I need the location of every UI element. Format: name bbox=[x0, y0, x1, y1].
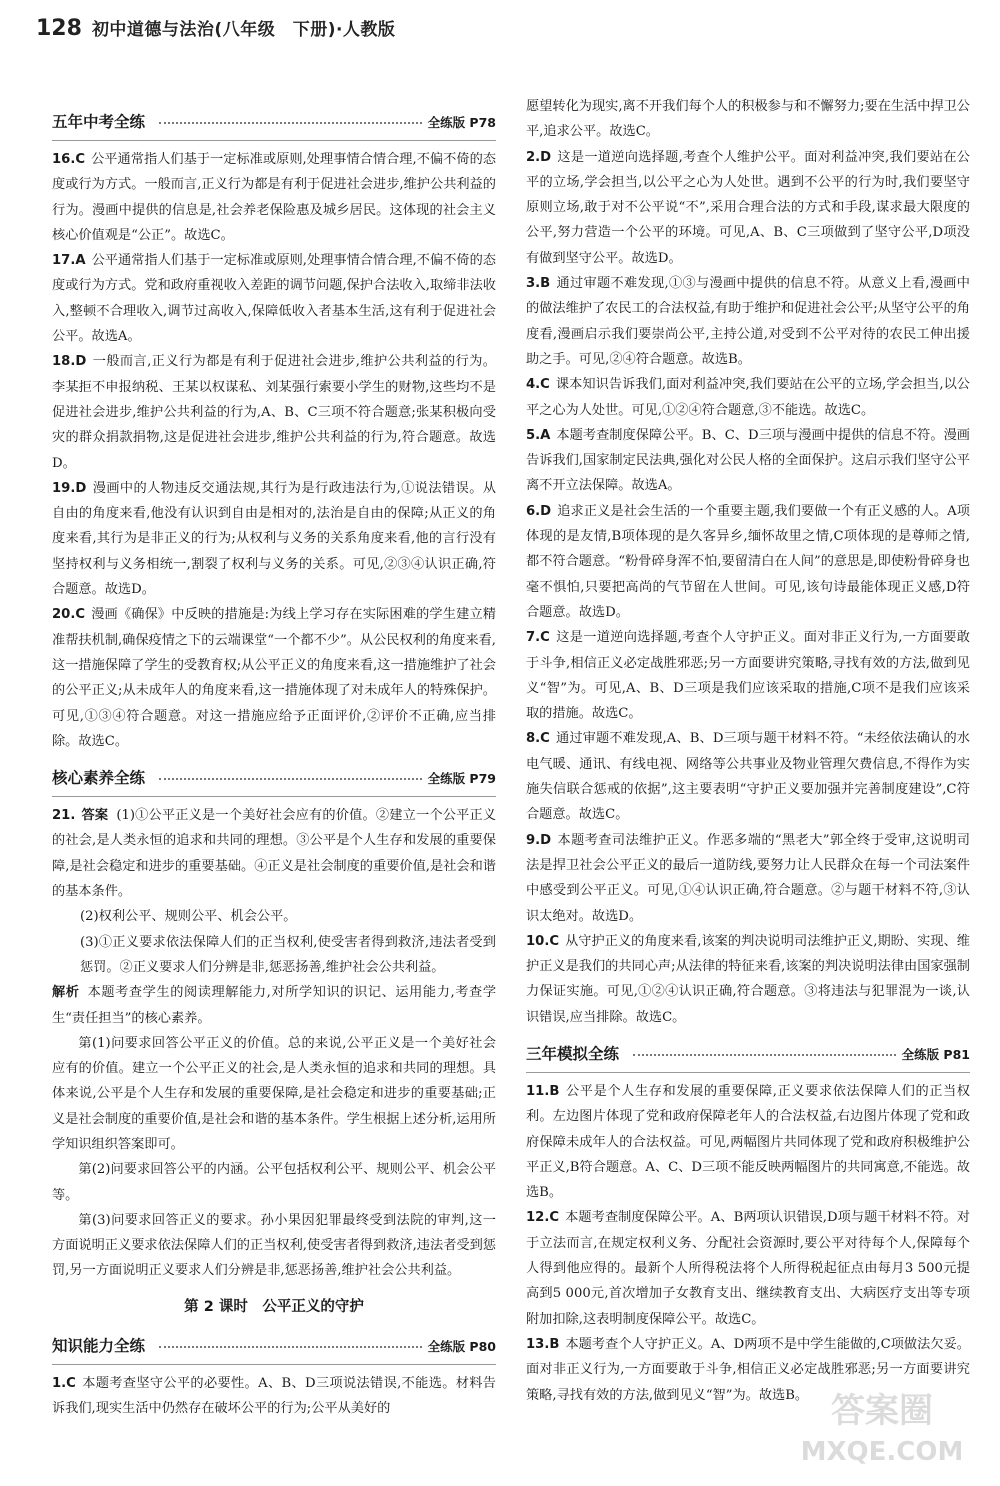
section-ref: 全练版 P80 bbox=[427, 1339, 496, 1355]
answer-item: 19.D 漫画中的人物违反交通法规,其行为是行政违法行为,①说法错误。从自由的角度来看,他没有认识到自由是相对的,法治是自由的保障;从正义的角度来看,其行为是非正义的行为;从权利与义务的关系角度来看,他的言行没有坚持权利与义务相统一,割裂了权利与义务的关系。可见,②③④认识正确,符合题意。故选D。 bbox=[52, 480, 496, 598]
book-title: 初中道德与法治(八年级 下册)·人教版 bbox=[91, 20, 396, 40]
answer-item: 6.D 追求正义是社会生活的一个重要主题,我们要做一个有正义感的人。A项体现的是友情,B项体现的是久客异乡,缅怀故里之情,C项体现的是尊师之情,都不符合题意。“粉骨碎身浑不怕,要留清白在人间”的意思是,即使粉骨碎身也毫不惧怕,只要把高尚的气节留在人世间。可见,该句诗最能体现正义感,D符合题意。故选D。 bbox=[526, 503, 970, 620]
section-ref: 全练版 P79 bbox=[427, 771, 496, 787]
section-header-zhishi bbox=[52, 1330, 496, 1365]
answer-item: 8.C 通过审题不难发现,A、B、D三项与题干材料不符。“未经依法确认的水电气暖、通讯、有线电视、网络等公共事业及物业管理欠费信息,不得作为实施失信联合惩戒的依据”,这主要表明“守护正义要加强并完善制度建设”,C符合题意。故选C。 bbox=[526, 731, 970, 823]
answer-item: 10.C 从守护正义的角度来看,该案的判决说明司法维护正义,期盼、实现、维护正义是我们的共同心声;从法律的特征来看,该案的判决说明法律由国家强制力保证实施。可见,①②④认识正确,符合题意。③将违法与犯罪混为一谈,认识错误,应当排除。故选C。 bbox=[526, 933, 970, 1025]
watermark-text-top: 答案圈 bbox=[831, 1391, 933, 1431]
section-header-hexin bbox=[52, 762, 496, 797]
answer-sub: (3)①正义要求依法保障人们的正当权利,使受害者得到救济,违法者受到惩罚。②正义要求人们分辨是非,惩恶扬善,维护社会公共利益。 bbox=[80, 934, 496, 975]
section-title: 核心素养全练 bbox=[52, 769, 146, 788]
analysis-label: 解析 bbox=[52, 985, 80, 1001]
right-column bbox=[526, 94, 970, 1408]
answer-item: 3.B 通过审题不难发现,①③与漫画中提供的信息不符。从意义上看,漫画中的做法维护了农民工的合法权益,有助于维护和促进社会公平;从坚守公平的角度看,漫画启示我们要崇尚公平,主持公道,对受到不公平对待的农民工伸出援助之手。可见,②④符合题意。故选B。 bbox=[526, 276, 970, 367]
answer-item: 1.C 本题考查坚守公平的必要性。A、B、D三项说法错误,不能选。材料告诉我们,现实生活中仍然存在破坏公平的行为;公平从美好的 bbox=[52, 1375, 496, 1417]
left-column bbox=[52, 98, 496, 1421]
section-ref: 全练版 P81 bbox=[901, 1047, 970, 1063]
analysis-paragraph: 第(2)问要求回答公平的内涵。公平包括权利公平、规则公平、机会公平等。 bbox=[52, 1162, 496, 1203]
continuation-text: 愿望转化为现实,离不开我们每个人的积极参与和不懈努力;要在生活中捍卫公平,追求公平。故选C。 bbox=[526, 99, 970, 140]
answer-item: 12.C 本题考查制度保障公平。A、B两项认识错误,D项与题干材料不符。对于立法而言,在规定权利义务、分配社会资源时,要公平对待每个人,保障每个人得到他应得的。最新个人所得税法将个人所得税起征点由每月3 500元提高到5 000元,首次增加子女教育支出、继续教育支出、大病医疗支出等专项附加扣除,这表明制度保障公平。故选C。 bbox=[526, 1210, 970, 1327]
answer-item: 4.C 课本知识告诉我们,面对利益冲突,我们要站在公平的立场,学会担当,以公平之心为人处世。可见,①②④符合题意,③不能选。故选C。 bbox=[526, 377, 970, 418]
watermark-logo bbox=[782, 1380, 982, 1470]
answer-item: 18.D 一般而言,正义行为都是有利于促进社会进步,维护公共利益的行为。李某拒不申报纳税、王某以权谋私、刘某强行索要小学生的财物,这些均不是促进社会进步,维护公共利益的行为,A、B、C三项不符合题意;张某积极向受灾的群众捐款捐物,这是促进社会进步,维护公共利益的行为,符合题意。故选D。 bbox=[52, 354, 496, 471]
analysis: 解析 本题考查学生的阅读理解能力,对所学知识的识记、运用能力,考查学生“责任担当”的核心素养。 bbox=[52, 985, 497, 1026]
answer-label: 答案 bbox=[81, 808, 109, 824]
answer-item: 7.C 这是一道逆向选择题,考查个人守护正义。面对非正义行为,一方面要敢于斗争,相信正义必定战胜邪恶;另一方面要讲究策略,寻找有效的方法,做到见义“智”为。可见,A、B、D三项是我们应该采取的措施,C项不是我们应该采取的措施。故选C。 bbox=[526, 630, 970, 722]
section-title: 知识能力全练 bbox=[52, 1337, 146, 1356]
answer-item: 5.A 本题考查制度保障公平。B、C、D三项与漫画中提供的信息不符。漫画告诉我们,国家制定民法典,强化对公民人格的全面保护。这启示我们坚守公平离不开立法保障。故选A。 bbox=[526, 427, 970, 494]
answer-sub: (2)权利公平、规则公平、机会公平。 bbox=[80, 909, 297, 925]
analysis-paragraph: 第(3)问要求回答正义的要求。孙小果因犯罪最终受到法院的审判,这一方面说明正义要求依法保障人们的正当权利,使受害者得到救济,违法者受到惩罚,另一方面说明正义要求人们分辨是非,惩恶扬善,维护社会公共利益。 bbox=[52, 1212, 496, 1279]
section-header-wunian bbox=[52, 106, 496, 141]
answer-item: 13.B 本题考查个人守护正义。A、D两项不是中学生能做的,C项做法欠妥。面对非正义行为,一方面要敢于斗争,相信正义必定战胜邪恶;另一方面要讲究策略,寻找有效的方法,做到见义“智”为。故选B。 bbox=[526, 1336, 970, 1403]
answer-item: 11.B 公平是个人生存和发展的重要保障,正义要求依法保障人们的正当权利。左边图片体现了党和政府保障老年人的合法权益,右边图片体现了党和政府保障未成年人的合法权益。可见,两幅图片共同体现了党和政府积极维护公平正义,B符合题意。A、C、D三项不能反映两幅图片的共同寓意,不能选。故选B。 bbox=[526, 1083, 970, 1201]
lesson-title: 第 2 课时 公平正义的守护 bbox=[184, 1298, 364, 1315]
watermark-text-bottom: MXQE.COM bbox=[800, 1437, 964, 1467]
page-header bbox=[36, 16, 960, 56]
answer-item: 21. 答案 (1)①公平正义是一个美好社会应有的价值。②建立一个公平正义的社会,是人类永恒的追求和共同的理想。③公平是个人生存和发展的重要保障,是社会稳定和进步的重要基础。④正义是社会制度的重要价值,是社会和谐的基本条件。 bbox=[52, 808, 497, 900]
answer-item: 17.A 公平通常指人们基于一定标准或原则,处理事情合情合理,不偏不倚的态度或行为方式。党和政府重视收入差距的调节问题,保护合法收入,取缔非法收入,整顿不合理收入,调节过高收入,保障低收入者基本生活,这有利于促进社会公平。故选A。 bbox=[52, 253, 496, 345]
section-title: 三年模拟全练 bbox=[526, 1045, 620, 1064]
section-ref: 全练版 P78 bbox=[427, 115, 496, 131]
answer-item: 20.C 漫画《确保》中反映的措施是:为线上学习存在实际困难的学生建立精准帮扶机制,确保疫情之下的云端课堂“一个都不少”。从公民权利的角度来看,这一措施保障了学生的受教育权;从公平正义的角度来看,这一措施维护了社会的公平正义;从未成年人的角度来看,这一措施体现了对未成年人的特殊保护。可见,①③④符合题意。对这一措施应给予正面评价,②评价不正确,应当排除。故选C。 bbox=[52, 607, 496, 749]
answer-item: 16.C 公平通常指人们基于一定标准或原则,处理事情合情合理,不偏不倚的态度或行为方式。一般而言,正义行为都是有利于促进社会进步,维护公共利益的行为。漫画中提供的信息是,社会养老保险惠及城乡居民。这体现的社会主义核心价值观是“公正”。故选C。 bbox=[52, 152, 496, 243]
answer-item: 2.D 这是一道逆向选择题,考查个人维护公平。面对利益冲突,我们要站在公平的立场,学会担当,以公平之心为人处世。遇到不公平的行为时,我们要坚守原则立场,敢于对不公平说“不”,采用合理合法的方式和手段,谋求最大限度的公平,努力营造一个公平的环境。可见,A、B、C三项做到了坚守公平,D项没有做到坚守公平。故选D。 bbox=[526, 149, 970, 266]
page-number: 128 bbox=[36, 16, 82, 41]
answer-item: 9.D 本题考查司法维护正义。作恶多端的“黑老大”郭全终于受审,这说明司法是捍卫社会公平正义的最后一道防线,要努力让人民群众在每一个司法案件中感受到公平正义。可见,①④认识正确,符合题意。②与题干材料不符,③认识太绝对。故选D。 bbox=[526, 832, 970, 924]
section-title: 五年中考全练 bbox=[52, 113, 146, 132]
section-header-sannian bbox=[526, 1038, 970, 1073]
analysis-paragraph: 第(1)问要求回答公平正义的价值。总的来说,公平正义是一个美好社会应有的价值。建立一个公平正义的社会,是人类永恒的追求和共同的理想。具体来说,公平是个人生存和发展的重要保障,是社会稳定和进步的重要基础;正义是社会制度的重要价值,是社会和谐的基本条件。学生根据上述分析,运用所学知识组织答案即可。 bbox=[52, 1035, 496, 1152]
